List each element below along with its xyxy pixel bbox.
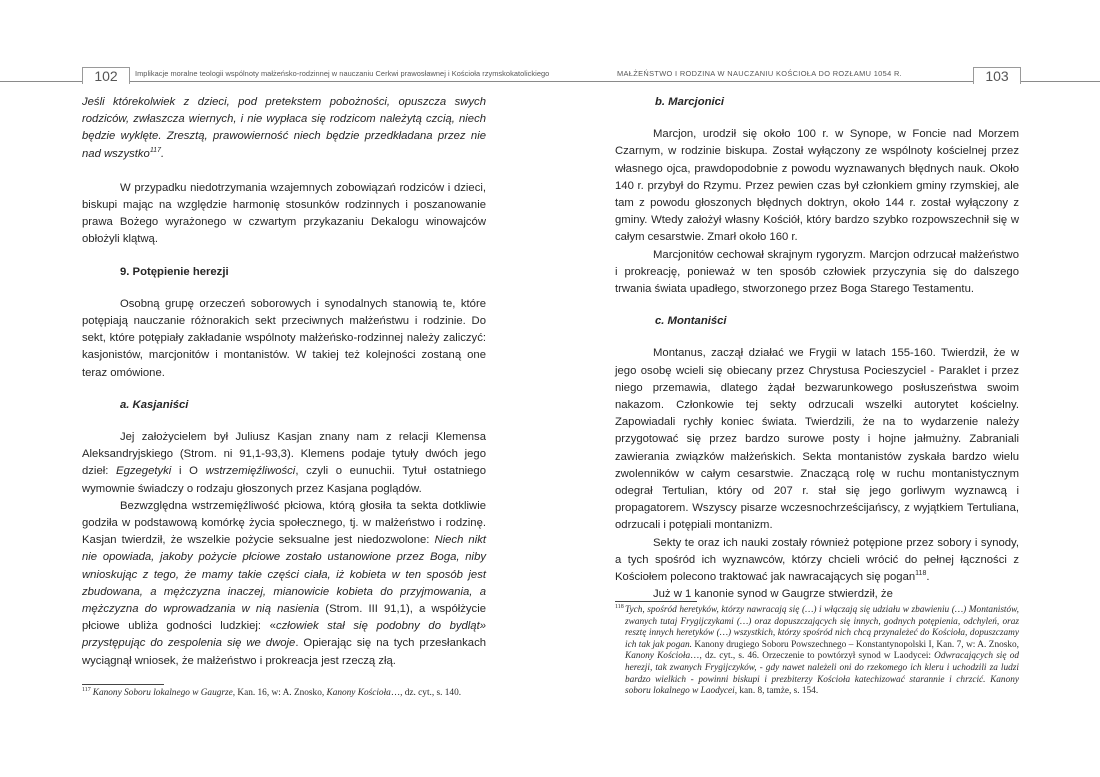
left-page-column (82, 94, 486, 670)
italic-run: Kanony Kościoła (625, 651, 691, 662)
section-heading-c: c. Montaniści (655, 315, 727, 328)
footnote-ref-118[interactable]: 118 (915, 570, 927, 578)
page-number-right: 103 (973, 67, 1021, 84)
footnote-body (615, 605, 1019, 698)
text-run: (Strom. III 91,1), a współżycie płciowe ubliża godności ludzkiej: « (82, 603, 486, 633)
text-run: . (926, 571, 930, 584)
section-heading-a: a. Kasjaniści (120, 398, 189, 411)
paragraph-obligations: W przypadku niedotrzymania wzajemnych zobowiązań rodziców i dzieci, biskupi mając na względzie harmonię stosunków rodzinnych i poszanowanie prawa Bożego wyrażonego w czwartym przykazaniu Dekalogu winowajców obłożyli klątwą. (82, 181, 486, 246)
italic-run: Odwracających się od herezji, tak zwanych Frygijczyków, - gdy nawet należeli oni do rzekomego ich kleru i uchodzili za ludzi bardzo wielkich - powinni biskupi i prezbiterzy Kościoła katechizować starannie i chrzcić. (625, 651, 1019, 685)
paragraph-kasjan (82, 429, 486, 498)
text-run: Sekty te oraz ich nauki zostały również potępione przez sobory i synody, a tych spośród ich wyznawców, którzy chcieli wrócić do pełnej łączności z Kościołem polecono traktować jak nawracających się pogan (615, 536, 1019, 584)
footnote-117 (82, 688, 486, 700)
text-run: i O (171, 465, 206, 478)
footnote-rule-left (82, 684, 164, 685)
paragraph-abstinence (82, 498, 486, 670)
text-run: Jej założycielem był Juliusz Kasjan znany nam z relacji Klemensa Aleksandryjskiego (Strom. ni 91,1-93,3). Klemens podaje tytuły dwóch jego dzieł: (82, 431, 486, 478)
text-run: …, dz. cyt., s. 140. (390, 688, 462, 698)
text-run: , kan. 8, tamże, s. 154. (734, 686, 819, 697)
italic-run: Kanony Kościoła (326, 688, 391, 698)
text-run: Kanony drugiego Soboru Powszechnego – Konstantynopolski I, Kan. 7, w: A. Znosko, (691, 639, 1019, 650)
italic-run: Tych, spośród heretyków, którzy nawracają się (…) i włączają się udziału w zbawieniu (…) Montanistów, zwanych tutaj Frygijczykami (…) oraz dopuszczających się innych, godnych potępienia, odchyleń, oraz resztę innych heretyków (…) wszystkich, którzy spośród nich chcą przynależeć do Kościoła, dopuszczamy ich tak jak pogan. (625, 605, 1019, 650)
canon-quote-end: . (160, 147, 165, 160)
italic-title: wstrzemięźliwości (205, 465, 296, 478)
footnote-ref-117[interactable]: 117 (149, 146, 161, 154)
paragraph-condemnation (615, 535, 1019, 587)
text-run: , czyli o eunuchii. Tytuł ostatniego wymownie świadczy o rodzaju głoszonych przez Kasjana poglądów. (82, 465, 486, 495)
text-run: . Opierając się na tych przesłankach wyciągnął wniosek, że małżeństwo i prokreacja jest rzeczą złą. (82, 637, 486, 667)
italic-run: Kanony soboru lokalnego w Laodycei (625, 674, 1019, 697)
paragraph-montanus: Montanus, zaczął działać we Frygii w latach 155-160. Twierdził, że w jego osobę wcieli się obiecany przez Chrystusa Pocieszyciel - Paraklet i przez niego przemawia, dlatego żądał bezwarunkowego posłuszeństwa swoim nakazom. Członkowie tej sekty odrzucali wszelki autorytet kościelny. Zapowiadali rychły koniec świata. Twierdzili, że na to wydarzenie należy przygotować się przez bardzo surowe posty i hojne jałmużny. Zabraniali zawierania związków małżeńskich. Sekta montanistów zyskała bardzo wielu zwolenników w całym cesarstwie. Znaczącą rolę w ruchu montanistycznym odegrał Tertulian, który od 207 r. stał się jego gorliwym wyznawcą i propagatorem. Wszyscy pisarze wczesnochrześcijańscy, z wyjątkiem Tertuliana, odrzucali i potępiali montanizm. (615, 347, 1019, 532)
section-heading-9: 9. Potępienie herezji (120, 265, 229, 278)
italic-title: Egzegetyki (116, 465, 172, 478)
italic-run: Kanony Soboru lokalnego w Gaugrze (92, 688, 233, 698)
paragraph-marcjon: Marcjon, urodził się około 100 r. w Synope, w Foncie nad Morzem Czarnym, w rodzinie biskupa. Został wyłączony ze wspólnoty kościelnej przez własnego ojca, prawdopodobnie z powodu wyznawanych błędnych nauk. Około 140 r. przybył do Rzymu. Przez pewien czas był członkiem gminy rzymskiej, ale tam z powodu głoszonych błędnych doktryn, około 144 r. został wyłączony z gminy. Wtedy założył własny Kościół, który bardzo szybko rozpowszechnił się w całym cesarstwie. Zmarł około 160 r. (615, 128, 1019, 244)
text-run: …, dz. cyt., s. 46. Orzeczenie to powtórzył synod w Laodycei: (690, 651, 935, 662)
paragraph-gaugra: Już w 1 kanonie synod w Gaugrze stwierdził, że (653, 588, 893, 601)
page-number-left: 102 (82, 67, 130, 84)
paragraph-sects: Osobną grupę orzeczeń soborowych i synodalnych stanowią te, które potępiają nauczanie różnorakich sekt przeciwnych małżeństwu i rodzinie. Do sekt, które potępiały zakładanie wspólnoty małżeńsko-rodzinnej należy zaliczyć: kasjonistów, marcjonitów i montanistów. W takiej też kolejności zostaną one teraz omówione. (82, 297, 486, 379)
canon-quote-text: Jeśli którekolwiek z dzieci, pod pretekstem pobożności, opuszcza swych rodziców, zwłaszcza wiernych, i nie wypłaca się rodzicom należytą czcią, niech będzie wyklęte. Zresztą, prawowierność niech będzie przedkładana przez nie nad wszystko (82, 96, 486, 160)
running-title-right: MAŁŻEŃSTWO I RODZINA W NAUCZANIU KOŚCIOŁA DO ROZŁAMU 1054 R. (617, 69, 903, 78)
paragraph-marcjonici: Marcjonitów cechował skrajnym rygoryzm. Marcjon odrzucał małżeństwo i prokreację, ponieważ w ten sposób człowiek przyczynia się do dalszego trwania świata upadłego, stworzonego przez Boga Starego Testamentu. (615, 248, 1019, 296)
text-run: , Kan. 16, w: A. Znosko, (232, 688, 327, 698)
italic-quote: człowiek stał się podobny do bydląt» przystępując do zespolenia się we dwoje (82, 620, 487, 650)
italic-quote: Niech nikt nie opowiada, jakoby pożycie płciowe zostało ustanowione przez Boga, niby wnioskując z tego, że mamy takie części ciała, iż kobieta w ten sposób jest zbudowana, a mężczyzna inaczej, mianowicie kobieta do przyjmowania, a mężczyzna do wprowadzania w nią nasienia (82, 534, 486, 616)
footnote-body (93, 688, 461, 698)
right-page-column (615, 94, 1019, 603)
footnote-number: 118 (615, 603, 624, 610)
canon-quote (82, 94, 486, 163)
footnote-rule-right (615, 601, 697, 602)
footnote-118 (615, 605, 1019, 698)
section-heading-b: b. Marcjonici (655, 96, 725, 108)
footnote-number: 117 (82, 686, 91, 693)
text-run: Bezwzględna wstrzemięźliwość płciowa, którą głosiła ta sekta dotkliwie godziła w podstawową komórkę życia społecznego, tj. w małżeństwo i rodzinę. Kasjan twierdził, że wszelkie pożycie seksualne jest niedozwolone: (82, 499, 486, 547)
running-title-left: Implikacje moralne teologii wspólnoty małżeńsko-rodzinnej w nauczaniu Cerkwi prawosławnej i Kościoła rzymskokatolickiego (135, 69, 550, 78)
